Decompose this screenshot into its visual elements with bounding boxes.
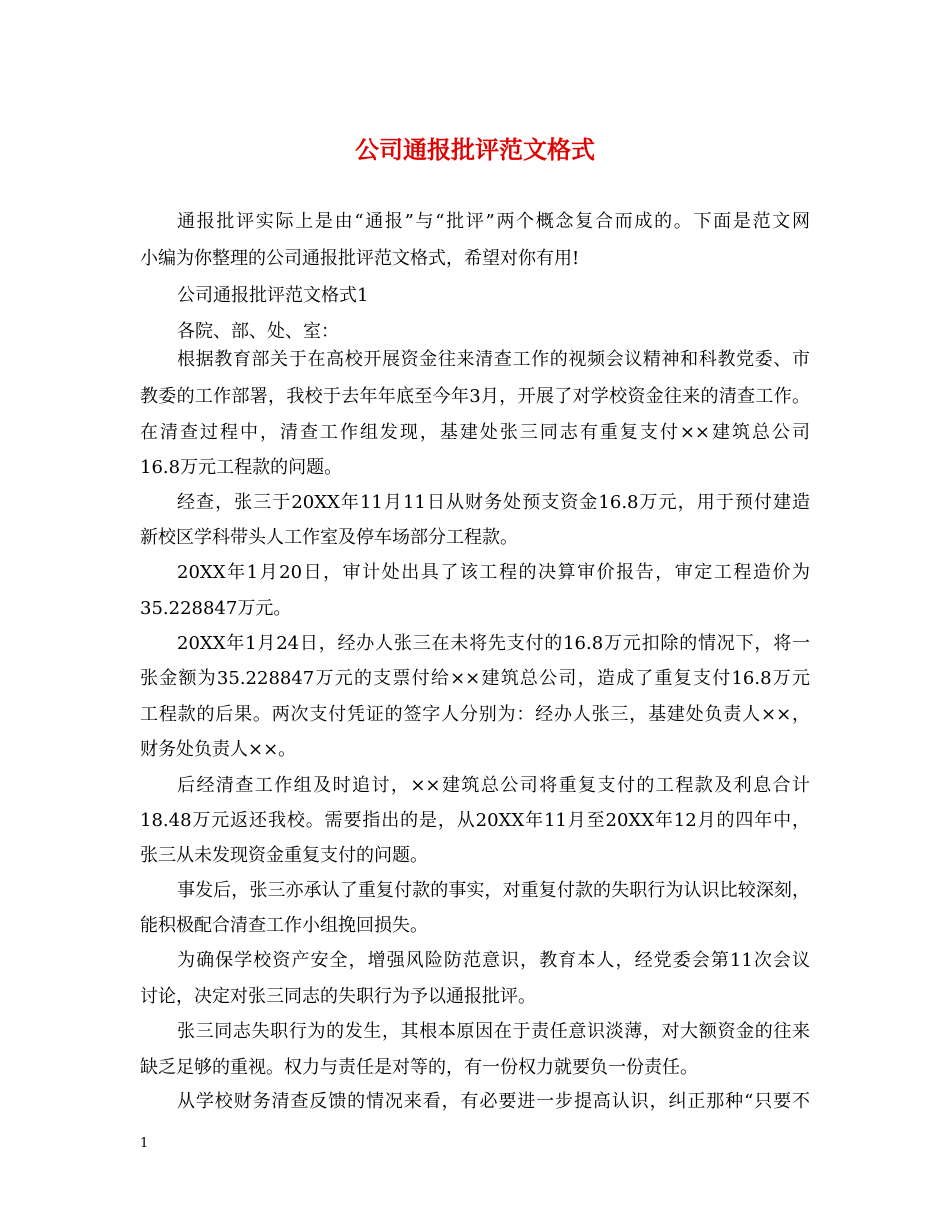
paragraph-line: 事发后，张三亦承认了重复付款的事实，对重复付款的失职行为认识比较深刻，	[177, 880, 810, 901]
paragraph-line: 根据教育部关于在高校开展资金往来清查工作的视频会议精神和科教党委、市	[177, 349, 810, 370]
paragraph-line: 后经清查工作组及时追讨，××建筑总公司将重复支付的工程款及利息合计	[177, 775, 810, 796]
paragraph-line: 教委的工作部署，我校于去年年底至今年3月，开展了对学校资金往来的清查工作。	[140, 386, 810, 407]
paragraph-line: 20XX年1月24日，经办人张三在未将先支付的16.8万元扣除的情况下，将一	[177, 633, 810, 654]
paragraph-line: 工程款的后果。两次支付凭证的签字人分别为：经办人张三，基建处负责人××，	[140, 704, 810, 725]
paragraph-line: 能积极配合清查工作小组挽回损失。	[140, 915, 428, 936]
paragraph-line: 从学校财务清查反馈的情况来看，有必要进一步提高认识，纠正那种“只要不	[177, 1091, 810, 1112]
paragraph-line: 20XX年1月20日，审计处出具了该工程的决算审价报告，审定工程造价为	[177, 562, 810, 583]
paragraph-line: 在清查过程中，清查工作组发现，基建处张三同志有重复支付××建筑总公司	[140, 422, 810, 443]
paragraph-line: 经查，张三于20XX年11月11日从财务处预支资金16.8万元，用于预付建造	[177, 492, 810, 513]
section-heading: 公司通报批评范文格式1	[177, 285, 369, 306]
paragraph-line: 35.228847万元。	[140, 598, 292, 619]
paragraph-line: 张三同志失职行为的发生，其根本原因在于责任意识淡薄，对大额资金的往来	[177, 1021, 810, 1042]
paragraph-line: 16.8万元工程款的问题。	[140, 457, 343, 478]
paragraph-line: 为确保学校资产安全，增强风险防范意识，教育本人，经党委会第11次会议	[177, 950, 810, 971]
paragraph-line: 张三从未发现资金重复支付的问题。	[140, 845, 428, 866]
paragraph-line: 财务处负责人××。	[140, 739, 297, 760]
paragraph-line: 张金额为35.228847万元的支票付给××建筑总公司，造成了重复支付16.8万元	[140, 668, 810, 689]
intro-line-2: 小编为你整理的公司通报批评范文格式，希望对你有用!	[140, 248, 580, 269]
salutation: 各院、部、处、室：	[177, 321, 339, 342]
intro-line-1: 通报批评实际上是由“通报”与“批评”两个概念复合而成的。下面是范文网	[177, 211, 810, 232]
paragraph-line: 讨论，决定对张三同志的失职行为予以通报批评。	[140, 986, 536, 1007]
page-number: 1	[140, 1136, 149, 1151]
document-title: 公司通报批评范文格式	[355, 135, 595, 164]
paragraph-line: 18.48万元返还我校。需要指出的是，从20XX年11月至20XX年12月的四年中，	[140, 810, 810, 831]
paragraph-line: 缺乏足够的重视。权力与责任是对等的，有一份权力就要负一份责任。	[140, 1057, 698, 1078]
paragraph-line: 新校区学科带头人工作室及停车场部分工程款。	[140, 527, 518, 548]
